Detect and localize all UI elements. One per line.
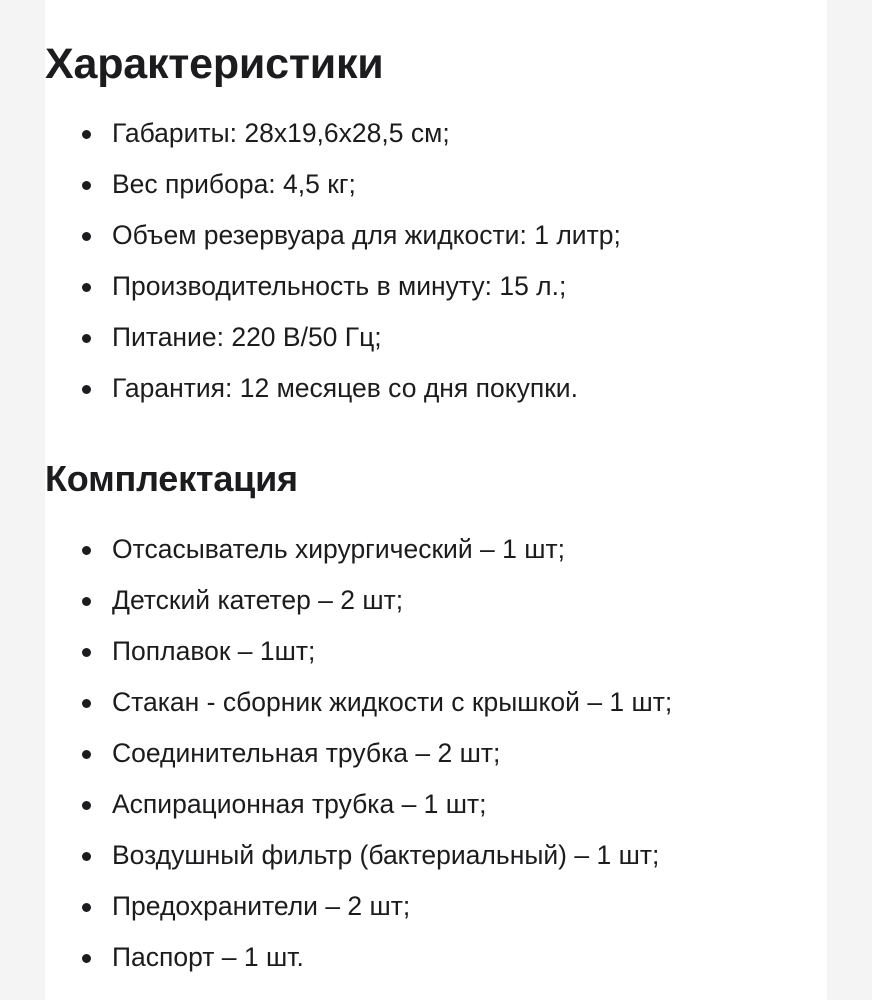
list-item-text: Питание: 220 В/50 Гц; [112,322,382,352]
bullet-icon [82,852,91,861]
list-item-text: Аспирационная трубка – 1 шт; [112,789,487,819]
bullet-icon [82,232,91,241]
list-item-text: Гарантия: 12 месяцев со дня покупки. [112,373,578,403]
list-item-text: Вес прибора: 4,5 кг; [112,169,356,199]
bullet-icon [82,699,91,708]
bullet-icon [82,334,91,343]
list-item-text: Поплавок – 1шт; [112,636,316,666]
bullet-icon [82,385,91,394]
list-item-text: Предохранители – 2 шт; [112,891,411,921]
list-item-text: Воздушный фильтр (бактериальный) – 1 шт; [112,840,660,870]
list-item-text: Соединительная трубка – 2 шт; [112,738,501,768]
bullet-icon [82,546,91,555]
list-item-text: Отсасыватель хирургический – 1 шт; [112,534,565,564]
list-item-text: Объем резервуара для жидкости: 1 литр; [112,220,621,250]
list-item-text: Производительность в минуту: 15 л.; [112,271,567,301]
specs-heading: Характеристики [45,40,384,88]
document-page [45,0,827,1000]
bullet-icon [82,130,91,139]
bullet-icon [82,801,91,810]
list-item-text: Детский катетер – 2 шт; [112,585,404,615]
list-item-text: Стакан - сборник жидкости с крышкой – 1 шт; [112,687,673,717]
list-item-text: Габариты: 28х19,6х28,5 см; [112,118,450,148]
bullet-icon [82,903,91,912]
bullet-icon [82,954,91,963]
bullet-icon [82,181,91,190]
bullet-icon [82,648,91,657]
bullet-icon [82,750,91,759]
bullet-icon [82,597,91,606]
bullet-icon [82,283,91,292]
kit-heading: Комплектация [45,458,298,499]
list-item-text: Паспорт – 1 шт. [112,942,304,972]
